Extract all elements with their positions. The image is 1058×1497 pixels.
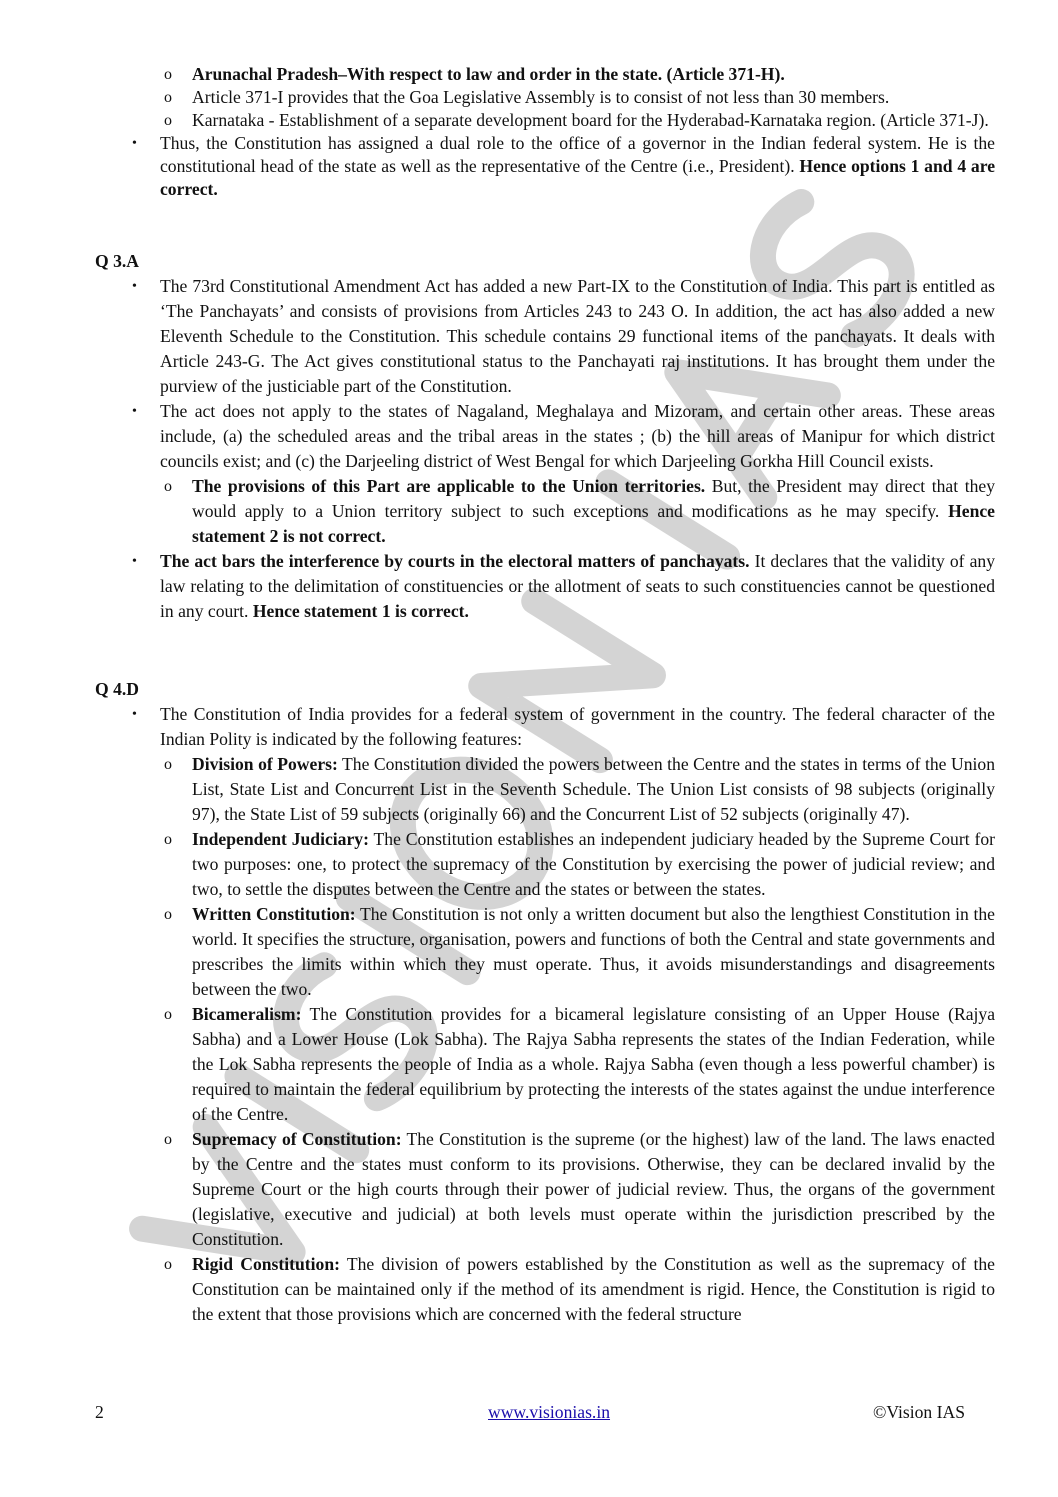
website-link[interactable]: www.visionias.in [488,1402,611,1422]
sub-bullet-item [164,1252,995,1327]
body-text: The division of powers established by the Constitution as well as the supremacy of the Constitution can be maintained only if the method of its amendment is rigid. Hence, the Constitution is rigid to the extent that those provisions which are concerned with the federal structure [192,1254,995,1324]
body-text: The Constitution provides for a bicameral legislature consisting of an Upper House (Rajya Sabha) and a Lower House (Lok Sabha). The Rajya Sabha represents the states of the Indian Federation, while the Lok Sabha represents the people of India as a whole. Rajya Sabha (even though a less powerful chamber) is required to maintain the federal equilibrium by protecting the interests of the states against the undue interference of the Centre. [192,1004,995,1124]
block-q4 [0,677,1058,1327]
bullet-item [132,549,995,624]
bold-text: Hence statement 1 is correct. [252,601,469,621]
bullet-icon: • [132,136,137,151]
bold-text: The provisions of this Part are applicable to the Union territories. [192,476,706,496]
body-text: The Constitution of India provides for a federal system of government in the country. The federal character of the Indian Polity is indicated by the following features: [160,704,995,749]
sub-bullet-item [164,109,995,132]
sub-bullet-item [164,1002,995,1127]
circle-bullet-icon: o [164,756,172,773]
circle-bullet-icon: o [164,66,172,83]
circle-bullet-icon: o [164,1256,172,1273]
sub-bullet-item [164,902,995,1002]
body-text: But, the President may direct that they would apply to a Union territory subject to such exceptions and modifications as he may specify. [192,476,995,521]
circle-bullet-icon: o [164,478,172,495]
bullet-item [132,702,995,752]
bullet-item [132,399,995,474]
page-number: 2 [95,1402,104,1422]
sub-bullet-item [164,63,995,86]
body-text: The 73rd Constitutional Amendment Act has added a new Part-IX to the Constitution of India. This part is entitled as ‘The Panchayats’ and consists of provisions from Articles 243 to 243 O. In addition, the act has also added a new Eleventh Schedule to the Constitution. This schedule contains 29 functional items of the panchayats. It deals with Article 243-G. The Act gives constitutional status to the Panchayati raj institutions. It has brought them under the purview of the justiciable part of the Constitution. [160,276,995,396]
circle-bullet-icon: o [164,89,172,106]
circle-bullet-icon: o [164,1131,172,1148]
bold-text: The act bars the interference by courts in the electoral matters of panchayats. [160,551,750,571]
block-q3 [0,249,1058,624]
circle-bullet-icon: o [164,112,172,129]
bullet-item [132,132,996,201]
circle-bullet-icon: o [164,831,172,848]
copyright-text: ©Vision IAS [873,1402,965,1422]
question-heading: Q 4.D [95,679,139,699]
block-q2-tail [0,63,1058,201]
body-text: The Constitution establishes an independent judiciary headed by the Supreme Court for two purposes: one, to protect the supremacy of the Constitution by exercising the power of judicial review; and two, to settle the disputes between the Centre and the states or between the states. [192,829,995,899]
bullet-item [132,274,995,399]
sub-bullet-item [164,752,995,827]
bold-text: Arunachal Pradesh–With respect to law and order in the state. (Article 371-H). [192,64,785,84]
bold-text: Division of Powers: [192,754,338,774]
body-text: The Constitution is not only a written document but also the lengthiest Constitution in the world. It specifies the structure, organisation, powers and functions of both the Central and state governments and prescribes the limits within which they must operate. Thus, it avoids misunderstandings and disagreements between the two. [192,904,995,999]
body-text: Thus, the Constitution has assigned a dual role to the office of a governor in the Indian federal system. He is the constitutional head of the state as well as the representative of the Centre (i.e., President). [160,133,995,176]
bold-text: Written Constitution: [192,904,356,924]
bold-text: Hence statement 2 is not correct. [192,501,995,546]
bullet-icon: • [132,404,137,419]
body-text: Karnataka - Establishment of a separate development board for the Hyderabad-Karnataka region. (Article 371-J). [192,110,989,130]
bold-text: Bicameralism: [192,1004,302,1024]
bullet-icon: • [132,279,137,294]
bullet-icon: • [132,707,137,722]
sub-bullet-item [164,86,995,109]
body-text: It declares that the validity of any law relating to the delimitation of constituencies or the allotment of seats to such constituencies cannot be questioned in any court. [160,551,995,621]
body-text: The Constitution is the supreme (or the highest) law of the land. The laws enacted by the Centre and the states must conform to its provisions. Otherwise, they can be declared invalid by the Supreme Court or the high courts through their power of judicial review. Thus, the organs of the government (legislative, executive and judicial) at both levels must operate within the jurisdiction prescribed by the Constitution. [192,1129,995,1249]
question-heading: Q 3.A [95,251,139,271]
page-footer [0,1402,1058,1427]
body-text: The act does not apply to the states of Nagaland, Meghalaya and Mizoram, and certain other areas. These areas include, (a) the scheduled areas and the tribal areas in the states ; (b) the hill areas of Manipur for which district councils exist; and (c) the Darjeeling district of West Bengal for which Darjeeling Gorkha Hill Council exists. [160,401,995,471]
sub-bullet-item [164,1127,995,1252]
sub-bullet-item [164,474,995,549]
body-text: Article 371-I provides that the Goa Legislative Assembly is to consist of not less than 30 members. [192,87,890,107]
circle-bullet-icon: o [164,906,172,923]
body-text: The Constitution divided the powers between the Centre and the states in terms of the Union List, State List and Concurrent List in the Seventh Schedule. The Union List consists of 98 subjects (originally 97), the State List of 59 subjects (originally 66) and the Concurrent List of 52 subjects (originally 47). [192,754,995,824]
bullet-icon: • [132,554,137,569]
sub-bullet-item [164,827,995,902]
bold-text: Independent Judiciary: [192,829,369,849]
bold-text: Supremacy of Constitution: [192,1129,402,1149]
bold-text: Rigid Constitution: [192,1254,340,1274]
circle-bullet-icon: o [164,1006,172,1023]
bold-text: Hence options 1 and 4 are correct. [160,156,996,199]
